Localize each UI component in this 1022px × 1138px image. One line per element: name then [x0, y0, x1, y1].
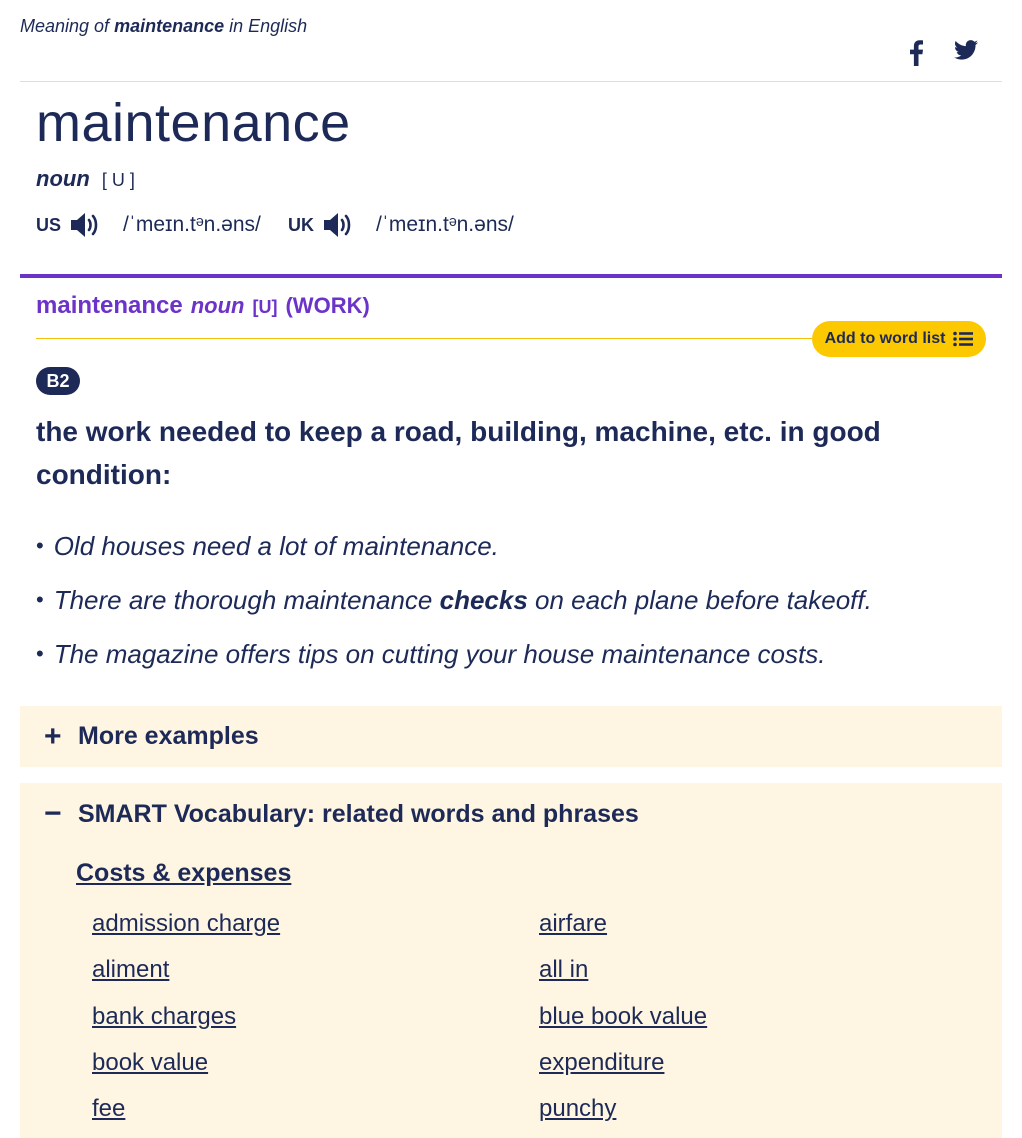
divider: [20, 274, 1002, 278]
meaning-suffix: in English: [229, 16, 308, 36]
twitter-icon[interactable]: [954, 40, 978, 60]
meaning-word: maintenance: [114, 16, 225, 36]
related-word-link[interactable]: punchy: [539, 1095, 617, 1123]
definition: the work needed to keep a road, building, machine, etc. in good condition:: [36, 416, 881, 490]
headword: maintenance: [36, 93, 351, 153]
add-to-word-list-button[interactable]: [812, 321, 986, 357]
example-sentence: • The magazine offers tips on cutting your house maintenance costs.: [36, 639, 826, 669]
related-word-link[interactable]: airfare: [539, 910, 608, 937]
plus-icon: +: [44, 719, 62, 753]
part-of-speech-line: [36, 166, 135, 192]
grammar-code: [ U ]: [101, 170, 135, 190]
social-share: [908, 40, 978, 66]
speaker-icon[interactable]: [69, 212, 101, 238]
smart-vocabulary-toggle[interactable]: [44, 797, 639, 831]
guideword: (WORK): [285, 293, 370, 318]
add-to-word-list-label: Add to word list: [824, 330, 946, 347]
example-sentence: • There are thorough maintenance checks on each plane before takeoff.: [36, 585, 872, 615]
topic-link[interactable]: Costs & expenses: [76, 859, 292, 887]
speaker-icon[interactable]: [322, 212, 354, 238]
sense-headword: maintenance: [36, 292, 183, 319]
related-word-link[interactable]: book value: [92, 1048, 209, 1076]
related-word-link[interactable]: aliment: [92, 956, 170, 984]
ipa-us: /ˈmeɪn.tᵊn.əns/: [123, 213, 261, 236]
ipa-uk: /ˈmeɪn.tᵊn.əns/: [376, 213, 514, 236]
meaning-prefix: Meaning of: [20, 16, 110, 36]
region-label-uk: UK: [288, 214, 314, 235]
smart-vocabulary-panel: [20, 783, 1002, 1138]
facebook-icon[interactable]: [908, 40, 924, 66]
sense-heading: [36, 292, 370, 320]
sense-grammar: [U]: [252, 297, 278, 317]
pronunciation-us: [36, 212, 261, 238]
top-bar: [20, 0, 1002, 82]
region-label-us: US: [36, 214, 62, 235]
related-word-link[interactable]: fee: [92, 1095, 126, 1123]
example-list: [36, 528, 872, 690]
sense-divider: [36, 338, 826, 339]
related-word-link[interactable]: expenditure: [539, 1048, 665, 1076]
related-word-link[interactable]: blue book value: [539, 1002, 708, 1030]
collocation: checks: [439, 585, 528, 615]
meaning-heading: [20, 16, 307, 37]
sense-pos: noun: [190, 293, 245, 318]
related-word-link[interactable]: all in: [539, 956, 589, 984]
cefr-level-badge: B2: [36, 367, 80, 395]
related-word-link[interactable]: bank charges: [92, 1002, 237, 1030]
part-of-speech: noun: [36, 166, 90, 191]
minus-icon: −: [44, 797, 62, 830]
example-sentence: • Old houses need a lot of maintenance.: [36, 531, 499, 561]
related-words-grid: [92, 907, 992, 1138]
smart-vocabulary-label: SMART Vocabulary: related words and phrases: [78, 799, 639, 828]
more-examples-toggle[interactable]: [20, 706, 1002, 767]
more-examples-label: More examples: [78, 722, 259, 750]
related-word-link[interactable]: admission charge: [92, 910, 281, 937]
list-icon: [953, 331, 973, 347]
pronunciation-uk: [288, 212, 514, 238]
